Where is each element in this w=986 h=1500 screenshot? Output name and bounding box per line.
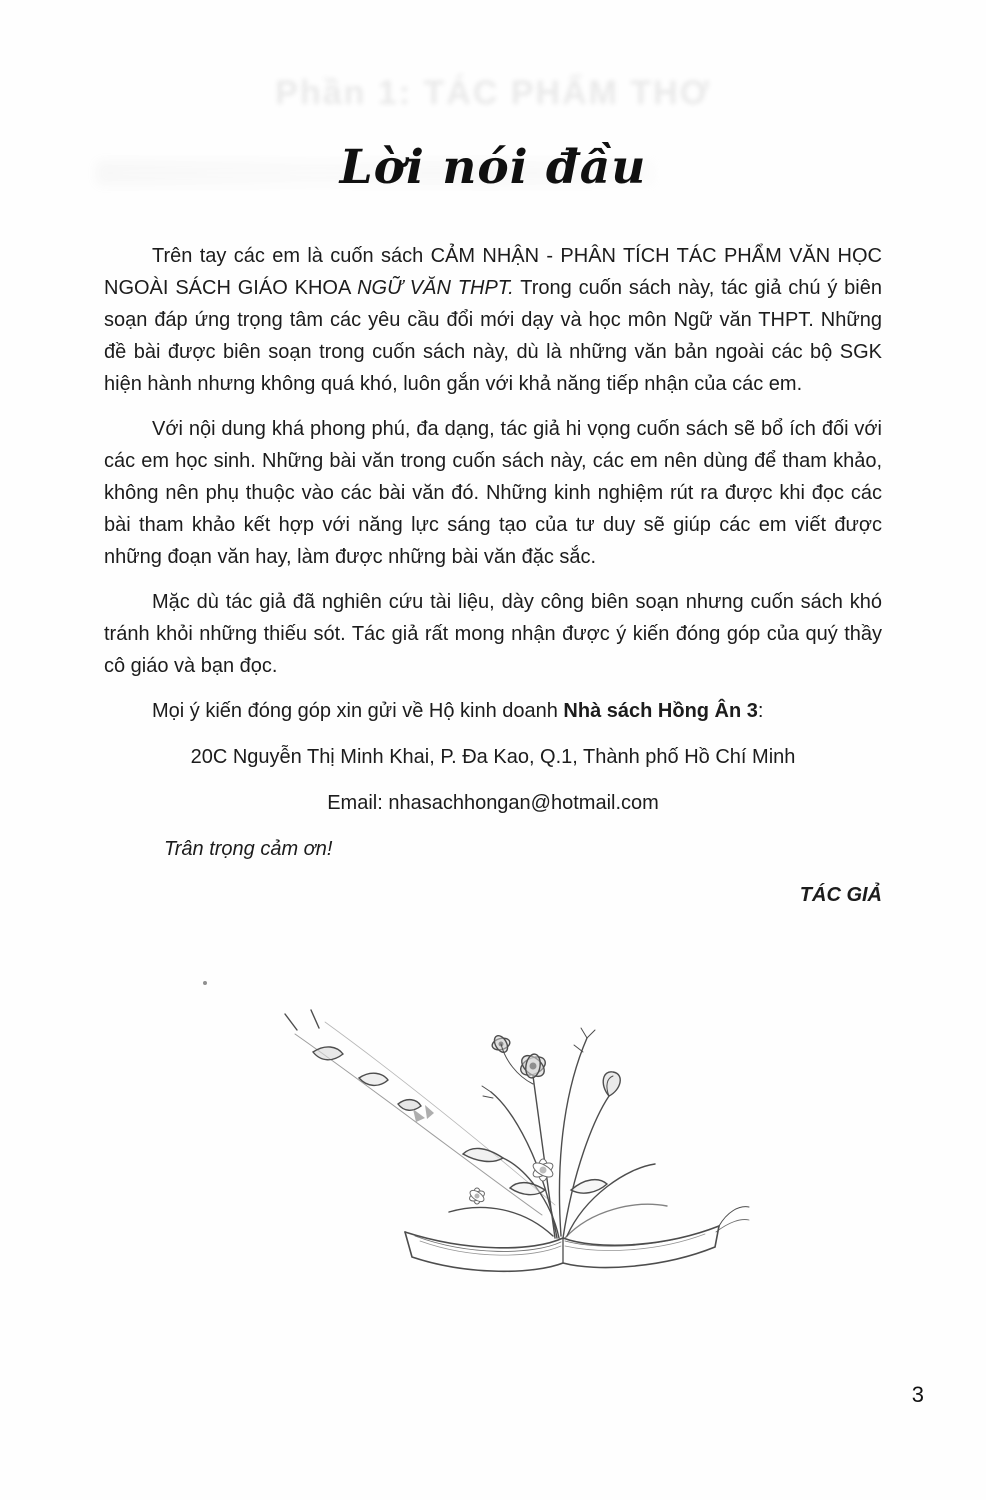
- daisy-flower: [531, 1159, 555, 1181]
- leaf: [463, 1148, 503, 1161]
- seed-head: [574, 1028, 595, 1052]
- book-subtitle-italic: NGỮ VĂN THPT.: [357, 277, 514, 299]
- closing-line: Trân trọng cảm ơn!: [164, 838, 333, 860]
- book-flowers-illustration: [255, 1000, 755, 1300]
- preface-body: [104, 240, 882, 911]
- wind-line: [295, 1034, 542, 1215]
- open-book-fill: [405, 1226, 719, 1271]
- paragraph-1: [104, 240, 882, 400]
- email-line: Email: nhasachhongan@hotmail.com: [327, 792, 659, 814]
- grass-blade: [565, 1204, 667, 1238]
- falling-petal: [313, 1047, 343, 1060]
- seed-head: [482, 1086, 493, 1098]
- p4-intro-text: Mọi ý kiến đóng góp xin gửi về Hộ kinh doanh: [152, 700, 564, 722]
- author-signature: TÁC GIẢ: [799, 884, 882, 906]
- paragraph-3: Mặc dù tác giả đã nghiên cứu tài liệu, dày công biên soạn nhưng cuốn sách khó tránh khỏi những thiếu sót. Tác giả rất mong nhận được ý kiến đóng góp của quý thầy cô giáo và bạn đọc.: [104, 591, 882, 677]
- falling-stroke: [311, 1010, 319, 1028]
- grass-blade: [559, 1038, 587, 1236]
- flower-stem: [563, 1096, 609, 1238]
- leaf: [510, 1183, 545, 1195]
- falling-stroke: [285, 1014, 297, 1030]
- falling-petal: [398, 1100, 421, 1111]
- p1-rest-text: Trong cuốn sách này, tác giả chú ý biên soạn đáp ứng trọng tâm các yêu cầu đổi mới dạy và học môn Ngữ văn THPT. Những đề bài được biên soạn trong cuốn sách này, dù là những văn bản ngoài các bộ SGK hiện hành nhưng không quá khó, luôn gắn với khả năng tiếp nhận của các em.: [104, 277, 882, 395]
- paragraph-2: Với nội dung khá phong phú, đa dạng, tác giả hi vọng cuốn sách sẽ bổ ích đối với các em học sinh. Những bài văn trong cuốn sách này, các em nên dùng để tham khảo, không nên phụ thuộc vào các bài văn đó. Những kinh nghiệm rút ra được khi đọc các bài tham khảo kết hợp với năng lực sáng tạo của tư duy sẽ giúp các em viết được những đoạn văn hay, làm được những bài văn đặc sắc.: [104, 418, 882, 568]
- wind-line: [325, 1022, 555, 1205]
- stray-ink-mark: [203, 981, 207, 985]
- small-daisy-flower: [468, 1188, 486, 1204]
- flower-bud: [603, 1072, 620, 1096]
- page-title: Lời nói đầu: [339, 140, 647, 195]
- p4-colon: :: [757, 700, 764, 722]
- paragraph-4: [104, 695, 882, 727]
- bleedthrough-header-text: Phần 1: TÁC PHẨM THƠ: [275, 74, 711, 112]
- publisher-name: Nhà sách Hồng Ân 3: [563, 700, 758, 722]
- address-line: 20C Nguyễn Thị Minh Khai, P. Đa Kao, Q.1, Thành phố Hồ Chí Minh: [190, 746, 796, 768]
- poppy-flower: [518, 1052, 548, 1081]
- book-series-title: CẢM NHẬN - PHÂN TÍCH TÁC PHẨM VĂN HỌC NGOÀI SÁCH GIÁO KHOA: [104, 245, 882, 299]
- p1-intro-text: Trên tay các em là cuốn sách: [152, 245, 431, 267]
- page-number: 3: [911, 1382, 924, 1407]
